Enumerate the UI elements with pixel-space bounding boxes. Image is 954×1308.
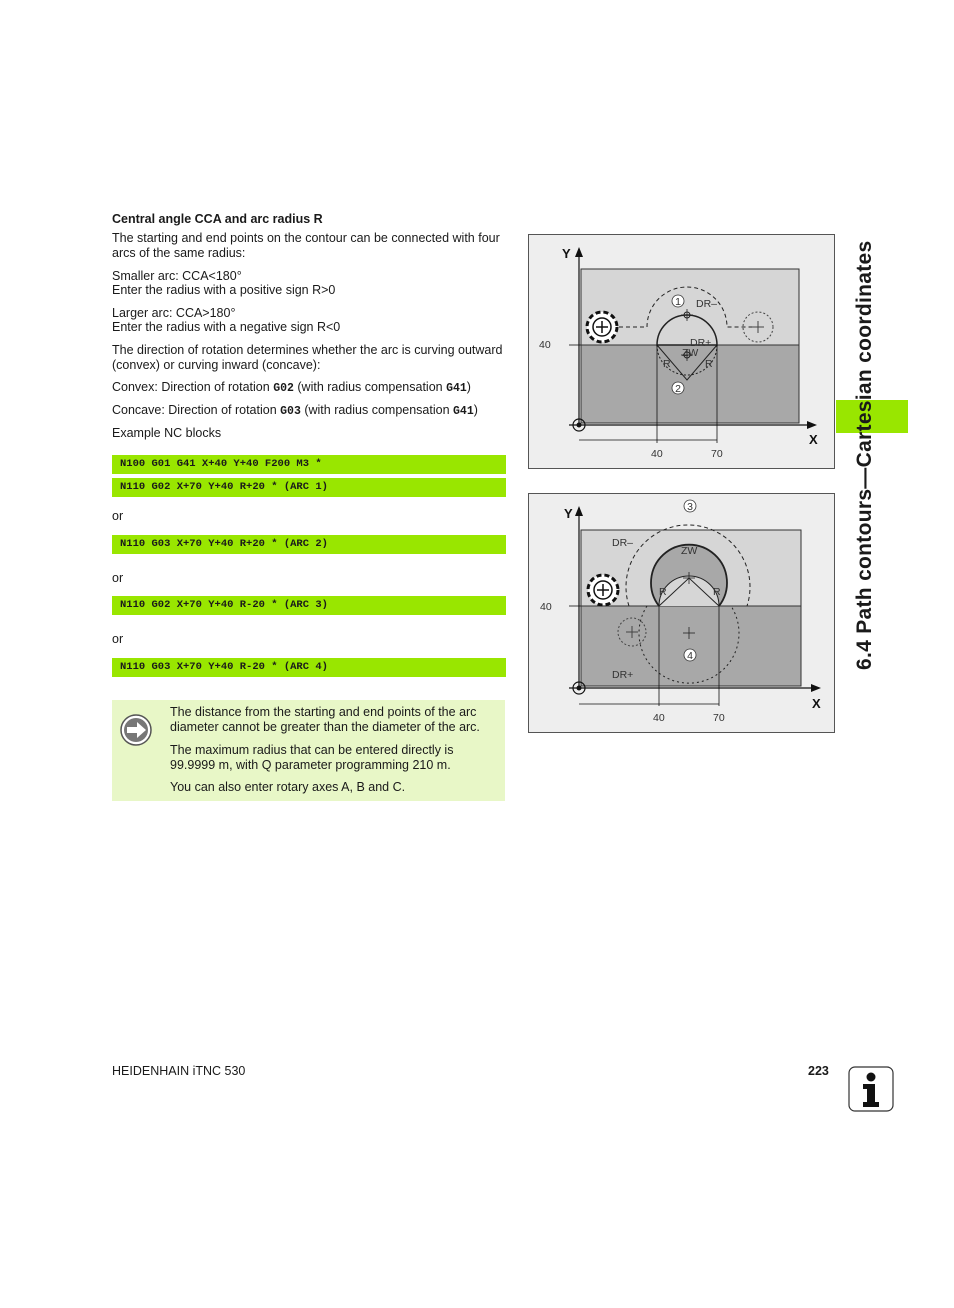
concave-code-g41: G41 <box>453 405 474 418</box>
or-label: or <box>112 509 124 523</box>
x-tick-40: 40 <box>653 712 665 724</box>
x-tick-40: 40 <box>651 448 663 460</box>
label-dr-minus: DR– <box>696 298 718 310</box>
x-tick-70: 70 <box>711 448 723 460</box>
intro-text: The starting and end points on the contour can be connected with four arcs of the same radius: <box>112 231 500 260</box>
arrow-right-icon <box>120 714 152 746</box>
note-paragraph-1: The distance from the starting and end points of the arc diameter cannot be greater than the diameter of the arc. <box>170 705 480 734</box>
figure-arc-small <box>528 234 835 469</box>
code-block-arc1: N110 G02 X+70 Y+40 R+20 * (ARC 1) <box>112 478 506 497</box>
svg-text:2: 2 <box>675 383 681 395</box>
larger-arc-line1: Larger arc: CCA>180° <box>112 306 236 320</box>
y-tick-40: 40 <box>540 601 552 613</box>
y-axis-label: Y <box>562 246 571 261</box>
x-tick-70: 70 <box>713 712 725 724</box>
milling-tool-icon <box>587 312 617 342</box>
y-axis-label: Y <box>564 506 573 521</box>
convex-code-g41: G41 <box>446 382 467 395</box>
smaller-arc-line1: Smaller arc: CCA<180° <box>112 269 242 283</box>
figure-arc-large <box>528 493 835 733</box>
code-block-arc4: N110 G03 X+70 Y+40 R-20 * (ARC 4) <box>112 658 506 677</box>
or-label: or <box>112 571 124 585</box>
convex-line <box>112 380 508 396</box>
svg-text:4: 4 <box>687 650 693 662</box>
label-dr-plus: DR+ <box>690 337 712 349</box>
concave-suffix: ) <box>473 403 478 417</box>
direction-text: The direction of rotation determines whether the arc is curving outward (convex) or curving inward (concave): <box>112 343 503 372</box>
label-dr-plus: DR+ <box>612 669 634 681</box>
svg-text:1: 1 <box>675 296 681 308</box>
convex-prefix: Convex: Direction of rotation <box>112 380 274 394</box>
example-label: Example NC blocks <box>112 426 222 440</box>
x-axis-label: X <box>809 432 818 447</box>
section-heading: Central angle CCA and arc radius R <box>112 212 323 226</box>
y-tick-40: 40 <box>539 339 551 351</box>
convex-suffix: ) <box>466 380 471 394</box>
label-r-left: R <box>663 358 671 370</box>
convex-code-g02: G02 <box>273 382 294 395</box>
concave-mid: (with radius compensation <box>300 403 454 417</box>
larger-arc-line2: Enter the radius with a negative sign R<0 <box>112 320 341 334</box>
note-paragraph-3: You can also enter rotary axes A, B and C. <box>170 780 406 794</box>
label-r-left: R <box>659 586 667 598</box>
label-r-right: R <box>705 358 713 370</box>
code-block-n100: N100 G01 G41 X+40 Y+40 F200 M3 * <box>112 455 506 474</box>
concave-prefix: Concave: Direction of rotation <box>112 403 281 417</box>
convex-mid: (with radius compensation <box>293 380 447 394</box>
concave-line <box>112 403 508 419</box>
code-block-arc2: N110 G03 X+70 Y+40 R+20 * (ARC 2) <box>112 535 506 554</box>
label-r-right: R <box>713 586 721 598</box>
note-paragraph-2: The maximum radius that can be entered directly is 99.9999 m, with Q parameter programming 210 m. <box>170 743 454 772</box>
label-dr-minus: DR– <box>612 537 634 549</box>
or-label: or <box>112 632 124 646</box>
x-axis-label: X <box>812 696 821 711</box>
milling-tool-icon <box>588 575 618 605</box>
page-number: 223 <box>808 1064 829 1078</box>
svg-text:3: 3 <box>687 501 693 513</box>
info-icon <box>848 1066 894 1112</box>
smaller-arc-line2: Enter the radius with a positive sign R>0 <box>112 283 336 297</box>
footer-product: HEIDENHAIN iTNC 530 <box>112 1064 246 1078</box>
label-zw: ZW <box>682 347 699 359</box>
code-block-arc3: N110 G02 X+70 Y+40 R-20 * (ARC 3) <box>112 596 506 615</box>
label-zw: ZW <box>681 545 698 557</box>
concave-code-g03: G03 <box>280 405 301 418</box>
sidebar-chapter-title: 6.4 Path contours—Cartesian coordinates <box>853 240 876 670</box>
